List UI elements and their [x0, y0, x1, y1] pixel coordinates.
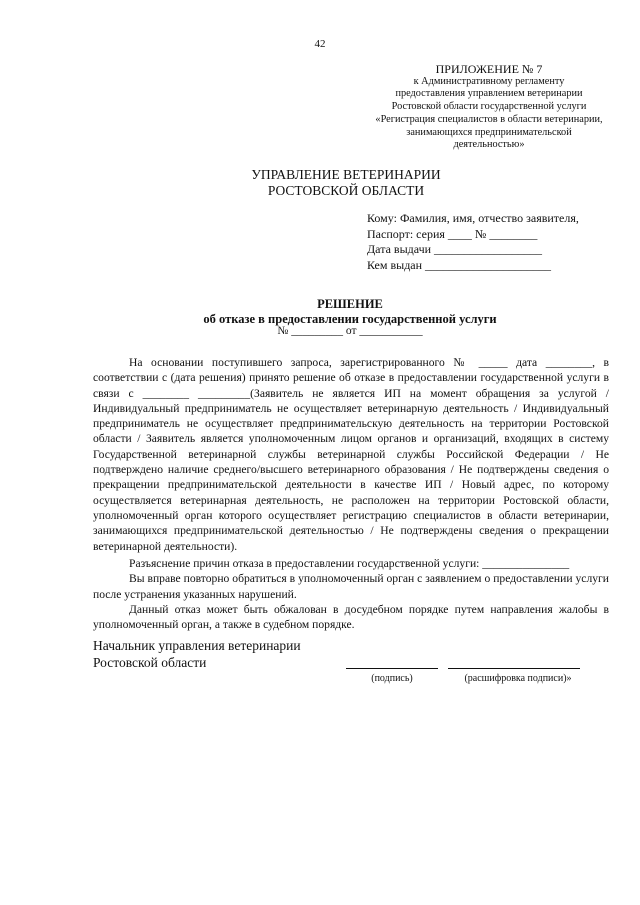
recipient-passport: Паспорт: серия ____ № ________ — [367, 226, 538, 241]
recipient-to: Кому: Фамилия, имя, отчество заявителя, — [367, 211, 579, 225]
decision-title: РЕШЕНИЕ — [317, 297, 383, 311]
signature-decode-line — [448, 668, 580, 669]
recipient-issue-date: Дата выдачи __________________ — [367, 242, 543, 256]
appendix-block — [356, 63, 622, 152]
signature-decode-caption: (расшифровка подписи)» — [464, 673, 572, 684]
organization-line-2: РОСТОВСКОЙ ОБЛАСТИ — [267, 183, 425, 198]
organization-name — [216, 167, 476, 199]
signer-position-line-2: Ростовской области — [93, 655, 207, 670]
recipient-block — [367, 211, 579, 273]
signature-caption: (подпись) — [371, 673, 413, 684]
signature-line — [346, 668, 438, 669]
page-number: 42 — [314, 38, 326, 50]
appendix-line: предоставления управлением ветеринарии — [395, 88, 583, 100]
reapply-note: Вы вправе повторно обратиться в уполномоченный орган с заявлением о предоставлении услуги после устранения указанных нарушений. — [93, 572, 609, 601]
decision-title-block — [0, 297, 640, 326]
appendix-line: Ростовской области государственной услуги — [391, 101, 587, 113]
recipient-issued-by: Кем выдан _____________________ — [367, 257, 552, 272]
appendix-line: занимающихся предпринимательской — [406, 126, 572, 138]
decision-number-line: № _________ от ___________ — [277, 325, 423, 337]
signer-position — [93, 637, 301, 671]
refusal-reasons: Разъяснение причин отказа в предоставлении государственной услуги: _______________ — [129, 557, 570, 570]
decision-subtitle: об отказе в предоставлении государственной услуги — [203, 311, 497, 326]
appendix-line: «Регистрация специалистов в области ветеринарии, — [375, 113, 603, 125]
appendix-line: деятельностью» — [453, 139, 525, 151]
appeal-note: Данный отказ может быть обжалован в досудебном порядке путем направления жалобы в уполномоченный орган, а также в судебном порядке. — [93, 602, 609, 632]
appendix-heading: ПРИЛОЖЕНИЕ № 7 — [435, 62, 543, 76]
signer-position-line-1: Начальник управления ветеринарии — [93, 638, 301, 653]
organization-line-1: УПРАВЛЕНИЕ ВЕТЕРИНАРИИ — [251, 167, 441, 182]
explanations-block — [93, 556, 609, 632]
decision-body — [93, 355, 609, 554]
appendix-line: к Административному регламенту — [413, 75, 565, 87]
decision-paragraph: На основании поступившего запроса, зарегистрированного № _____ дата ________, в соответствии с (дата решения) принято решение об отказе в предоставлении государственной услуги в связи с ________ _________(Заявитель не является ИП на момент обращения за услугой / Индивидуальный предприниматель не осуществляет ветеринарную деятельность / Индивидуальный предприниматель не осуществляет предпринимательскую деятельность на территории Ростовской области / Заявитель является уполномоченным лицом органов и организаций, входящих в систему Государственной ветеринарной службы ветеринарной службы Российской Федерации / Не подтверждено наличие среднего/высшего ветеринарного образования / Не подтверждены сведения о прекращении предпринимательской деятельности в качестве ИП / Новый адрес, по которому осуществляется ветеринарная деятельность, не расположен на территории Ростовской области, уполномоченный орган которого осуществляет регистрацию специалистов в области ветеринарии, занимающихся предпринимательской деятельностью / Не подтверждены сведения о прекращении ветеринарной деятельности). — [93, 356, 609, 553]
